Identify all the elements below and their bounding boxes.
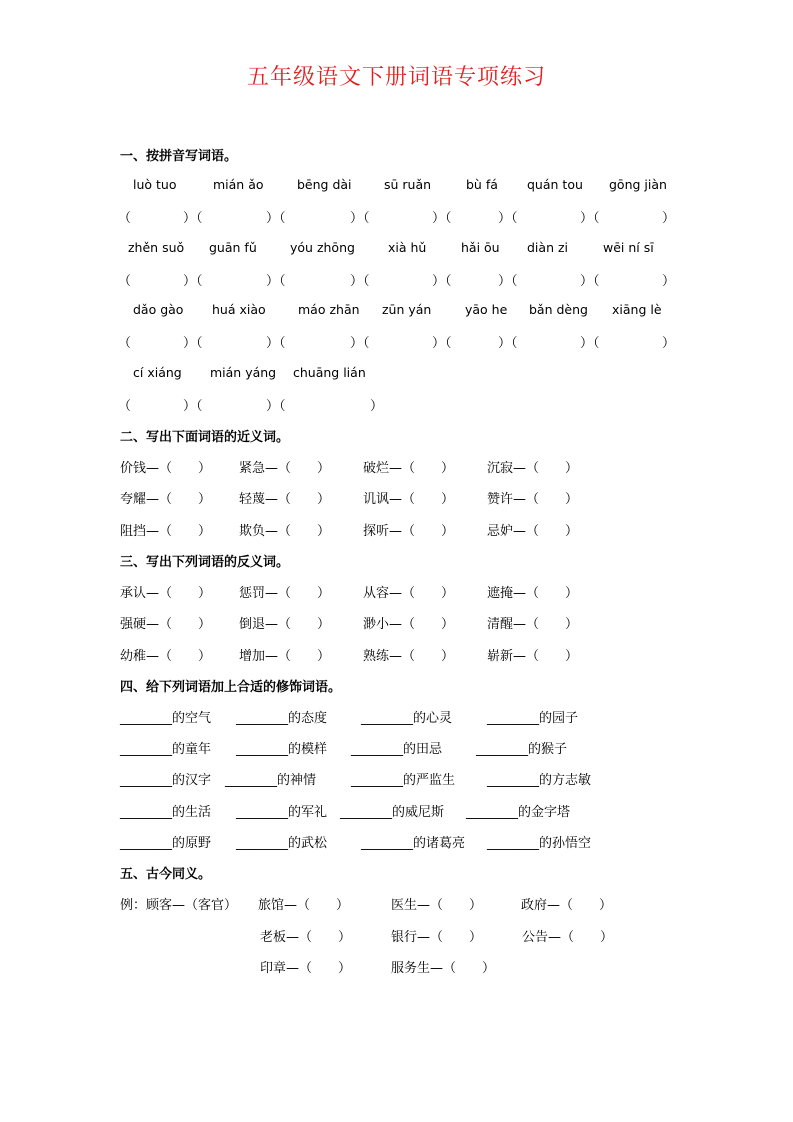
pinyin: hǎi ōu bbox=[461, 240, 500, 255]
answer-paren: ）（ bbox=[183, 211, 203, 226]
pinyin: cí xiáng bbox=[133, 365, 182, 380]
modifier-item: ________的军礼 bbox=[236, 805, 328, 820]
antonym-item: 增加—（ ） bbox=[239, 649, 331, 664]
answer-paren: ）（ bbox=[183, 399, 203, 414]
synonym-item: 破烂—（ ） bbox=[363, 461, 455, 476]
section-5-heading: 五、古今同义。 bbox=[120, 867, 212, 882]
antonym-item: 承认—（ ） bbox=[120, 586, 212, 601]
answer-paren: ）（ bbox=[580, 274, 600, 289]
pinyin: máo zhān bbox=[298, 302, 360, 317]
modifier-item: ________的田忌 bbox=[351, 742, 443, 757]
modifier-item: ________的模样 bbox=[236, 742, 328, 757]
example-item: 例：顾客—（客官） bbox=[120, 898, 238, 913]
modifier-item: ________的汉字 bbox=[120, 773, 212, 788]
modifier-item: ________的方志敏 bbox=[487, 773, 592, 788]
pinyin: zūn yán bbox=[382, 302, 432, 317]
pinyin: guān fǔ bbox=[209, 240, 257, 255]
pinyin: wēi ní sī bbox=[603, 240, 654, 255]
answer-paren: ）（ bbox=[432, 274, 452, 289]
modifier-item: ________的威尼斯 bbox=[340, 805, 445, 820]
answer-paren: ）（ bbox=[266, 274, 286, 289]
pinyin: chuāng lián bbox=[293, 365, 366, 380]
pinyin: quán tou bbox=[527, 177, 583, 192]
antonym-item: 幼稚—（ ） bbox=[120, 649, 212, 664]
answer-paren: ）（ bbox=[183, 336, 203, 351]
antonym-item: 崭新—（ ） bbox=[487, 649, 579, 664]
answer-paren: ）（ bbox=[350, 211, 370, 226]
modifier-item: ________的生活 bbox=[120, 805, 212, 820]
answer-paren: ） bbox=[662, 211, 676, 226]
pinyin: huá xiào bbox=[212, 302, 266, 317]
section-3-heading: 三、写出下列词语的反义词。 bbox=[120, 555, 290, 570]
modifier-item: ________的园子 bbox=[487, 711, 579, 726]
synonym-item: 讥讽—（ ） bbox=[363, 492, 455, 507]
antonym-item: 强硬—（ ） bbox=[120, 617, 212, 632]
archaic-item: 公告—（ ） bbox=[522, 930, 614, 945]
synonym-item: 探听—（ ） bbox=[363, 524, 455, 539]
synonym-item: 阻挡—（ ） bbox=[120, 524, 212, 539]
pinyin: zhěn suǒ bbox=[128, 240, 185, 255]
antonym-item: 惩罚—（ ） bbox=[239, 586, 331, 601]
answer-paren: ）（ bbox=[266, 399, 286, 414]
answer-paren: ）（ bbox=[350, 336, 370, 351]
modifier-item: ________的态度 bbox=[236, 711, 328, 726]
answer-paren: （ bbox=[118, 399, 132, 414]
antonym-item: 遮掩—（ ） bbox=[487, 586, 579, 601]
archaic-item: 政府—（ ） bbox=[521, 898, 613, 913]
pinyin: yóu zhōng bbox=[290, 240, 355, 255]
archaic-item: 医生—（ ） bbox=[391, 898, 483, 913]
modifier-item: ________的原野 bbox=[120, 836, 212, 851]
pinyin: xià hǔ bbox=[388, 240, 427, 255]
modifier-item: ________的孙悟空 bbox=[487, 836, 592, 851]
answer-paren: ）（ bbox=[498, 274, 518, 289]
answer-paren: ）（ bbox=[266, 211, 286, 226]
pinyin: bēng dài bbox=[297, 177, 352, 192]
section-2-heading: 二、写出下面词语的近义词。 bbox=[120, 430, 290, 445]
answer-paren: ） bbox=[370, 399, 384, 414]
answer-paren: （ bbox=[118, 336, 132, 351]
pinyin: diàn zi bbox=[527, 240, 568, 255]
section-1-heading: 一、按拼音写词语。 bbox=[120, 149, 238, 164]
archaic-item: 旅馆—（ ） bbox=[258, 898, 350, 913]
synonym-item: 紧急—（ ） bbox=[239, 461, 331, 476]
answer-paren: ）（ bbox=[580, 211, 600, 226]
pinyin: mián ǎo bbox=[213, 177, 264, 192]
antonym-item: 渺小—（ ） bbox=[363, 617, 455, 632]
modifier-item: ________的金字塔 bbox=[466, 805, 571, 820]
synonym-item: 价钱—（ ） bbox=[120, 461, 212, 476]
page-title: 五年级语文下册词语专项练习 bbox=[246, 65, 546, 90]
pinyin: xiāng lè bbox=[612, 302, 662, 317]
synonym-item: 忌妒—（ ） bbox=[487, 524, 579, 539]
answer-paren: （ bbox=[118, 211, 132, 226]
antonym-item: 从容—（ ） bbox=[363, 586, 455, 601]
archaic-item: 服务生—（ ） bbox=[391, 961, 496, 976]
modifier-item: ________的心灵 bbox=[361, 711, 453, 726]
pinyin: bǎn dèng bbox=[529, 302, 588, 317]
answer-paren: ） bbox=[662, 336, 676, 351]
answer-paren: ）（ bbox=[498, 211, 518, 226]
answer-paren: （ bbox=[118, 274, 132, 289]
answer-paren: ）（ bbox=[266, 336, 286, 351]
modifier-item: ________的严监生 bbox=[351, 773, 456, 788]
answer-paren: ）（ bbox=[498, 336, 518, 351]
antonym-item: 倒退—（ ） bbox=[239, 617, 331, 632]
synonym-item: 轻蔑—（ ） bbox=[239, 492, 331, 507]
answer-paren: ）（ bbox=[432, 336, 452, 351]
pinyin: bù fá bbox=[466, 177, 498, 192]
pinyin: yāo he bbox=[465, 302, 508, 317]
modifier-item: ________的诸葛亮 bbox=[361, 836, 466, 851]
modifier-item: ________的猴子 bbox=[476, 742, 568, 757]
answer-paren: ）（ bbox=[432, 211, 452, 226]
pinyin: sū ruǎn bbox=[384, 177, 432, 192]
pinyin: luò tuo bbox=[133, 177, 177, 192]
pinyin: mián yáng bbox=[210, 365, 277, 380]
synonym-item: 夸耀—（ ） bbox=[120, 492, 212, 507]
answer-paren: ）（ bbox=[350, 274, 370, 289]
antonym-item: 熟练—（ ） bbox=[363, 649, 455, 664]
answer-paren: ）（ bbox=[183, 274, 203, 289]
modifier-item: ________的神情 bbox=[225, 773, 317, 788]
pinyin: gōng jiàn bbox=[609, 177, 667, 192]
modifier-item: ________的空气 bbox=[120, 711, 212, 726]
answer-paren: ）（ bbox=[580, 336, 600, 351]
archaic-item: 银行—（ ） bbox=[391, 930, 483, 945]
answer-paren: ） bbox=[662, 274, 676, 289]
section-4-heading: 四、给下列词语加上合适的修饰词语。 bbox=[120, 680, 342, 695]
synonym-item: 欺负—（ ） bbox=[239, 524, 331, 539]
synonym-item: 沉寂—（ ） bbox=[487, 461, 579, 476]
antonym-item: 清醒—（ ） bbox=[487, 617, 579, 632]
synonym-item: 赞许—（ ） bbox=[487, 492, 579, 507]
archaic-item: 老板—（ ） bbox=[260, 930, 352, 945]
modifier-item: ________的武松 bbox=[236, 836, 328, 851]
modifier-item: ________的童年 bbox=[120, 742, 212, 757]
pinyin: dǎo gào bbox=[133, 302, 184, 317]
archaic-item: 印章—（ ） bbox=[260, 961, 352, 976]
